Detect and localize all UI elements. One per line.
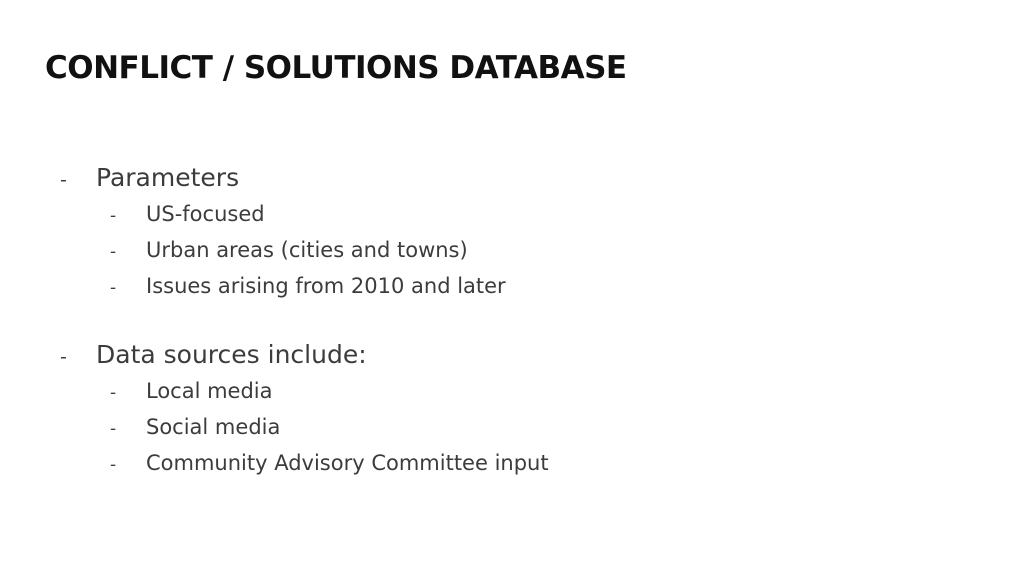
- bullet-dash: -: [110, 278, 117, 298]
- section-parameters: [60, 160, 960, 304]
- slide-title: CONFLICT / SOLUTIONS DATABASE: [45, 50, 627, 86]
- sub-bullet: [60, 445, 960, 481]
- bullet-heading: [60, 160, 960, 196]
- section-data-sources: [60, 337, 960, 481]
- bullet-dash: -: [110, 383, 117, 403]
- sub-bullet-text: US-focused: [146, 202, 265, 226]
- sub-bullet: [60, 373, 960, 409]
- bullet-dash: -: [110, 455, 117, 475]
- sub-bullet-text: Community Advisory Committee input: [146, 451, 549, 475]
- sub-bullet-text: Social media: [146, 415, 281, 439]
- bullet-dash: -: [60, 169, 67, 191]
- sub-bullet: [60, 196, 960, 232]
- bullet-dash: -: [110, 419, 117, 439]
- bullet-heading: [60, 337, 960, 373]
- bullet-dash: -: [60, 346, 67, 368]
- bullet-dash: -: [110, 242, 117, 262]
- sub-bullet-text: Local media: [146, 379, 273, 403]
- bullet-dash: -: [110, 206, 117, 226]
- sub-bullet: [60, 232, 960, 268]
- sub-bullet: [60, 268, 960, 304]
- bullet-heading-text: Parameters: [96, 163, 240, 192]
- sub-bullet-text: Urban areas (cities and towns): [146, 238, 468, 262]
- sub-bullet-text: Issues arising from 2010 and later: [146, 274, 506, 298]
- sub-bullet: [60, 409, 960, 445]
- bullet-heading-text: Data sources include:: [96, 340, 367, 369]
